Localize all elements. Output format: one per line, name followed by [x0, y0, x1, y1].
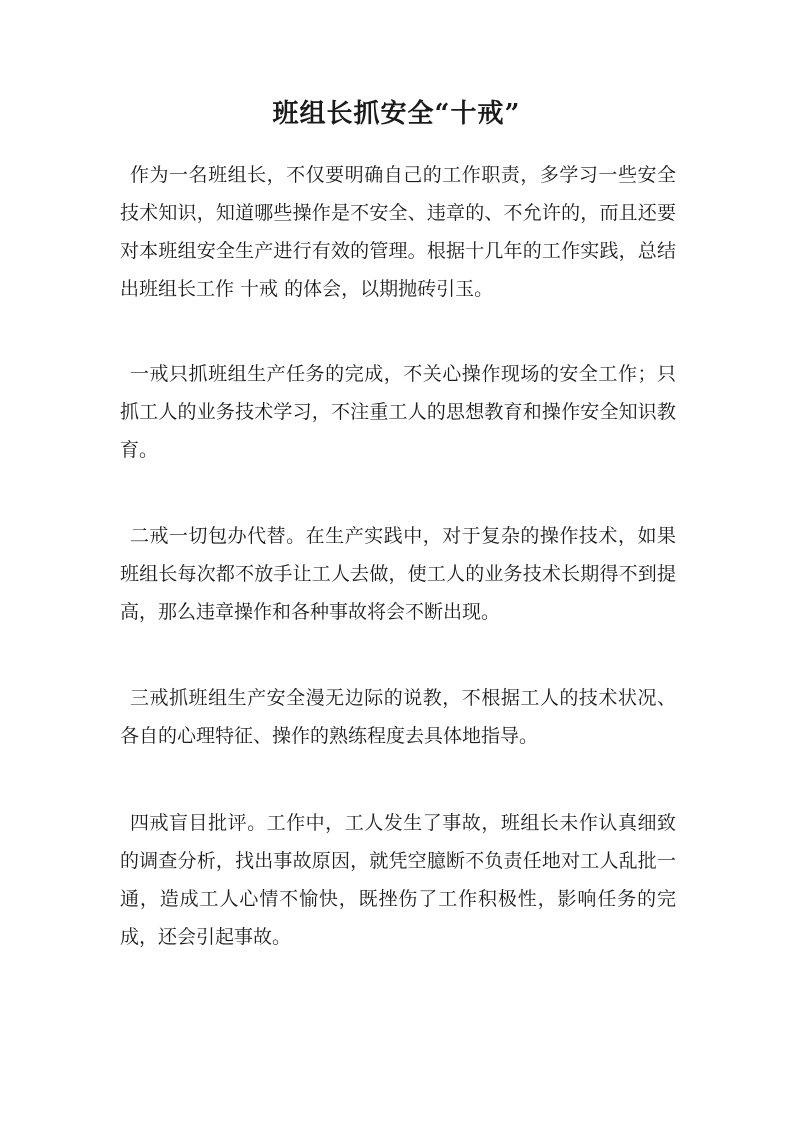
paragraph-intro: 作为一名班组长，不仅要明确自己的工作职责，多学习一些安全技术知识，知道哪些操作是不安全、违章的、不允许的，而且还要对本班组安全生产进行有效的管理。根据十几年的工作实践，总结出班组长工作 十戒 的体会，以期抛砖引玉。: [120, 164, 676, 300]
paragraph-rule-2: 二戒一切包办代替。在生产实践中，对于复杂的操作技术，如果班组长每次都不放手让工人去做，使工人的业务技术长期得不到提高，那么违章操作和各种事故将会不断出现。: [120, 525, 676, 623]
paragraph-rule-1: 一戒只抓班组生产任务的完成，不关心操作现场的安全工作；只抓工人的业务技术学习，不注重工人的思想教育和操作安全知识教育。: [120, 363, 676, 461]
paragraph-rule-3: 三戒抓班组生产安全漫无边际的说教，不根据工人的技术状况、各自的心理特征、操作的熟练程度去具体地指导。: [120, 687, 676, 747]
document-title: 班组长抓安全“十戒”: [272, 99, 521, 129]
paragraph-rule-4: 四戒盲目批评。工作中，工人发生了事故，班组长未作认真细致的调查分析，找出事故原因，就凭空臆断不负责任地对工人乱批一通，造成工人心情不愉快，既挫伤了工作积极性，影响任务的完成，还会引起事故。: [120, 812, 676, 948]
